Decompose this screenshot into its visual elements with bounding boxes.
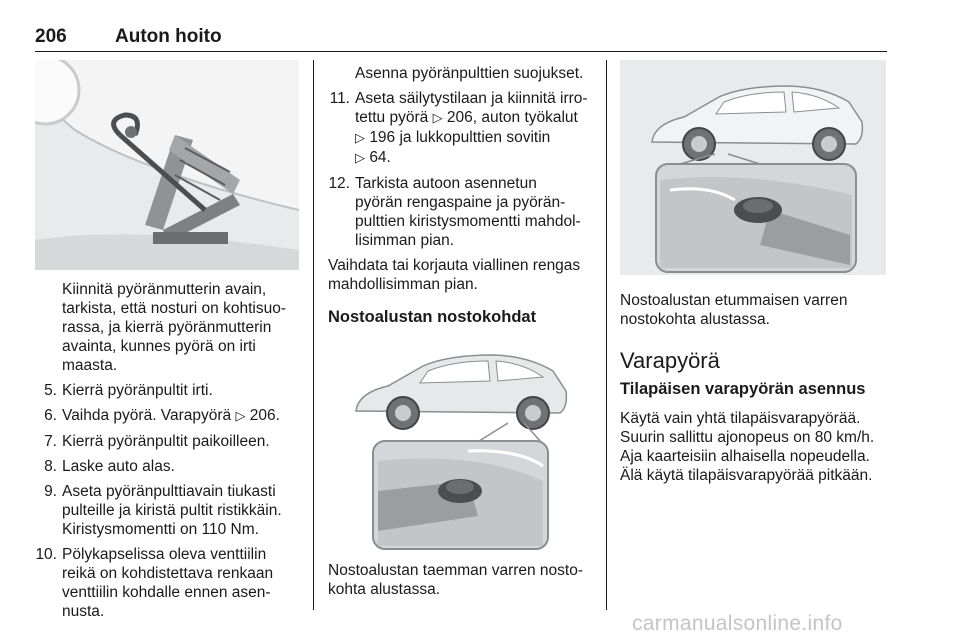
page-header	[35, 22, 887, 52]
cross-reference-icon: ▷	[432, 111, 443, 126]
step-6: 6. Vaihda pyörä. Varapyörä ▷ 206.	[44, 407, 280, 424]
rear-lift-point-illustration	[328, 341, 593, 551]
repair-paragraph: Vaihdata tai korjauta viallinen rengas mahdollisimman pian.	[328, 257, 581, 293]
section-heading-spare-wheel: Varapyörä	[620, 348, 720, 373]
column-divider	[313, 60, 314, 610]
page-title: Auton hoito	[115, 26, 222, 47]
step-9: 9. Aseta pyöränpulttiavain tiukasti pulteille ja kiristä pultit ristikkäin. Kiristysmomentti on 110 Nm.	[44, 483, 282, 538]
column-divider	[606, 60, 607, 610]
column-left	[35, 60, 300, 621]
front-lift-point-illustration	[620, 60, 886, 275]
cross-reference-icon: ▷	[235, 409, 246, 424]
spare-wheel-paragraph: Käytä vain yhtä tilapäisvarapyörää. Suurin sallittu ajonopeus on 80 km/h. Aja kaarteisiin alhaisella nopeudella. Älä käytä tilapäisvarapyörää pitkään.	[620, 410, 875, 484]
cross-reference-icon: ▷	[355, 151, 365, 166]
cross-reference-icon: ▷	[355, 131, 365, 146]
step-10-continued: Asenna pyöränpulttien suojukset.	[355, 65, 584, 82]
subsection-heading-temporary-spare: Tilapäisen varapyörän asennus	[620, 380, 866, 398]
column-right	[620, 60, 890, 485]
page-number: 206	[35, 26, 67, 47]
jack-illustration	[35, 60, 299, 270]
watermark: carmanualsonline.info	[632, 612, 843, 635]
section-heading-lift-points: Nostoalustan nostokohdat	[328, 308, 537, 326]
step-12: 12. Tarkista autoon asennetun pyörän rengaspaine ja pyörän- pulttien kiristysmomentti mahdol- lisimman pian.	[328, 175, 581, 249]
step-10: 10. Pölykapselissa oleva venttiilin reikä on kohdistettava renkaan venttiilin kohdalle ennen asen- nusta.	[35, 546, 274, 620]
step-7: 7. Kierrä pyöränpultit paikoilleen.	[44, 433, 270, 450]
intro-paragraph: Kiinnitä pyöränmutterin avain, tarkista, että nosturi on kohtisuo- rassa, ja kierrä pyöränmutterin avainta, kunnes pyörä on irti maasta.	[62, 281, 287, 374]
front-lift-caption: Nostoalustan etummaisen varren nostokohta alustassa.	[620, 292, 848, 328]
column-middle	[328, 60, 596, 599]
rear-lift-caption: Nostoalustan taemman varren nosto- kohta alustassa.	[328, 562, 584, 598]
step-5: 5. Kierrä pyöränpultit irti.	[44, 382, 213, 399]
step-11: 11. Aseta säilytystilaan ja kiinnitä irro- tettu pyörä ▷ 206, auton työkalut ▷ 196 ja lukkopulttien sovitin ▷ 64.	[329, 90, 588, 166]
step-8: 8. Laske auto alas.	[44, 458, 175, 475]
